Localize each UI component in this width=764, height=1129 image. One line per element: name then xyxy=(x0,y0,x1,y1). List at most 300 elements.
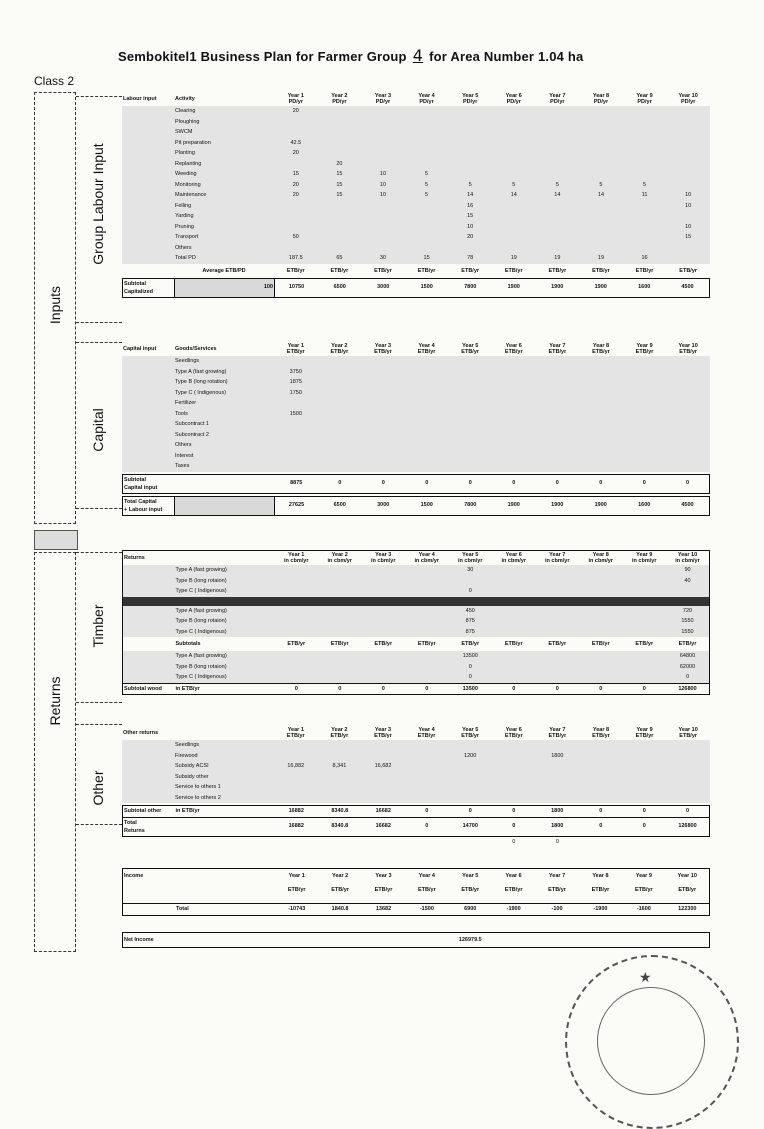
table-cell xyxy=(275,565,319,576)
table-cell xyxy=(361,159,405,170)
table-cell xyxy=(579,616,623,627)
table-cell xyxy=(362,616,406,627)
table-cell xyxy=(623,461,667,472)
table-cell xyxy=(492,148,536,159)
table-cell xyxy=(448,772,492,783)
table-row xyxy=(122,159,710,170)
table-cell xyxy=(623,201,667,212)
table-row xyxy=(122,440,710,451)
table-cell xyxy=(623,388,667,399)
table-cell xyxy=(405,388,449,399)
table-cell xyxy=(623,440,667,451)
other-subtotal-table xyxy=(122,805,710,837)
table-cell xyxy=(666,388,710,399)
other-subtotal-row: Subtotal other in ETB/yr 16882 8340.8 16682 0 0 0 1800 0 0 0 xyxy=(124,808,690,814)
table-cell xyxy=(318,740,362,751)
table-cell xyxy=(274,772,318,783)
table-cell: 5 xyxy=(512,181,516,188)
table-cell: 14 xyxy=(510,192,517,198)
table-cell xyxy=(623,419,667,430)
table-cell xyxy=(666,148,710,159)
table-cell xyxy=(623,606,667,617)
table-cell xyxy=(318,451,362,462)
table-cell xyxy=(623,117,667,128)
table-cell xyxy=(579,672,623,683)
row-label: Maintenance xyxy=(175,192,207,198)
table-row xyxy=(123,576,710,587)
table-cell xyxy=(405,740,449,751)
table-cell xyxy=(361,451,405,462)
table-cell xyxy=(623,159,667,170)
table-cell xyxy=(536,782,580,793)
row-label: Subsidy other xyxy=(175,773,209,780)
table-cell xyxy=(579,565,623,576)
table-cell xyxy=(492,159,536,170)
table-cell xyxy=(274,117,318,128)
table-row xyxy=(122,201,710,212)
row-label: Type A (fast growing) xyxy=(175,653,227,659)
table-cell xyxy=(405,662,449,673)
table-cell xyxy=(579,740,623,751)
table-cell: 15 xyxy=(292,171,299,177)
table-row xyxy=(122,793,710,804)
table-cell xyxy=(623,127,667,138)
table-cell: 20 xyxy=(292,150,299,156)
table-cell xyxy=(361,232,405,243)
table-cell xyxy=(492,138,536,149)
table-cell xyxy=(666,253,710,264)
table-cell xyxy=(448,356,492,367)
table-cell: 20 xyxy=(467,234,474,240)
table-cell: 19 xyxy=(597,255,605,261)
labour-rows xyxy=(122,106,710,264)
table-cell xyxy=(448,377,492,388)
table-cell xyxy=(666,740,710,751)
row-label: Others xyxy=(175,442,192,448)
table-cell xyxy=(274,440,318,451)
table-cell xyxy=(492,232,536,243)
table-cell xyxy=(623,232,667,243)
table-cell xyxy=(361,461,405,472)
table-cell xyxy=(536,388,580,399)
table-cell xyxy=(448,138,492,149)
table-cell xyxy=(579,461,623,472)
table-cell xyxy=(536,672,580,683)
table-cell xyxy=(405,461,449,472)
table-cell xyxy=(579,169,623,180)
table-cell xyxy=(362,586,406,597)
table-cell xyxy=(623,211,667,222)
table-cell xyxy=(361,409,405,420)
table-cell xyxy=(492,169,536,180)
table-cell: 450 xyxy=(465,607,475,614)
row-label: Type B (long rotaion) xyxy=(175,618,227,624)
table-cell xyxy=(623,169,667,180)
table-cell xyxy=(318,651,362,662)
timber-side-box xyxy=(78,552,120,702)
table-cell xyxy=(492,430,536,441)
row-label: Type A (fast growing) xyxy=(175,368,227,375)
table-cell xyxy=(318,127,362,138)
table-cell xyxy=(623,793,667,804)
table-cell xyxy=(492,356,536,367)
table-cell xyxy=(274,451,318,462)
table-cell xyxy=(318,616,362,627)
table-cell xyxy=(405,772,449,783)
table-row xyxy=(122,388,710,399)
table-cell xyxy=(666,782,710,793)
table-cell xyxy=(666,461,710,472)
timber-section xyxy=(122,550,710,695)
table-cell xyxy=(492,651,536,662)
table-cell xyxy=(448,740,492,751)
timber-subtotals-header: Subtotals ETB/yr ETB/yr ETB/yr ETB/yr ETB/yr ETB/yr ETB/yr ETB/yr ETB/yr ETB/yr xyxy=(175,641,697,647)
table-cell xyxy=(318,148,362,159)
table-cell xyxy=(448,106,492,117)
page-title xyxy=(118,46,584,65)
table-cell xyxy=(318,430,362,441)
table-cell xyxy=(536,127,580,138)
table-cell xyxy=(405,367,449,378)
table-cell xyxy=(318,388,362,399)
capital-side-box xyxy=(78,342,120,528)
table-cell xyxy=(362,576,406,587)
table-cell xyxy=(536,398,580,409)
table-cell xyxy=(666,772,710,783)
table-cell: 10 xyxy=(379,181,387,188)
table-cell xyxy=(275,672,319,683)
table-cell xyxy=(579,419,623,430)
stamp-inner-ring xyxy=(597,987,705,1095)
group-labour-side-box xyxy=(78,96,120,322)
table-cell xyxy=(536,377,580,388)
table-cell xyxy=(666,367,710,378)
table-cell xyxy=(536,201,580,212)
table-cell xyxy=(448,461,492,472)
table-cell xyxy=(318,232,362,243)
table-cell xyxy=(536,627,580,638)
table-cell xyxy=(579,761,623,772)
returns-side-box xyxy=(34,552,76,952)
table-cell xyxy=(666,169,710,180)
table-cell xyxy=(361,148,405,159)
avg-etb-label: Average ETB/PD xyxy=(202,267,246,274)
table-row xyxy=(122,243,710,254)
table-cell: 50 xyxy=(292,234,299,240)
table-cell xyxy=(666,377,710,388)
table-cell: 42.5 xyxy=(290,139,302,146)
table-cell xyxy=(579,751,623,762)
table-cell xyxy=(274,127,318,138)
table-cell xyxy=(492,627,536,638)
table-cell xyxy=(579,662,623,673)
table-cell xyxy=(492,201,536,212)
table-cell: 15 xyxy=(685,234,692,240)
table-cell xyxy=(666,106,710,117)
table-cell xyxy=(318,201,362,212)
table-cell: 13500 xyxy=(462,653,478,659)
table-cell xyxy=(405,127,449,138)
table-row xyxy=(123,586,710,597)
table-row xyxy=(122,232,710,243)
class-label: Class 2 xyxy=(34,74,75,88)
table-cell xyxy=(274,461,318,472)
table-cell xyxy=(405,576,449,587)
table-cell xyxy=(536,138,580,149)
table-cell xyxy=(579,627,623,638)
row-label: Service to others 1 xyxy=(175,784,221,790)
table-cell xyxy=(361,751,405,762)
table-cell xyxy=(666,243,710,254)
table-cell: 78 xyxy=(467,255,474,261)
avg-etb-value: 100 xyxy=(175,278,275,297)
table-cell: 5 xyxy=(555,181,559,188)
table-cell: 10 xyxy=(685,192,692,198)
table-row xyxy=(122,772,710,783)
table-cell xyxy=(536,211,580,222)
table-row xyxy=(122,180,710,191)
table-cell xyxy=(666,793,710,804)
table-cell xyxy=(536,356,580,367)
table-cell: 0 xyxy=(685,674,690,680)
table-row xyxy=(122,222,710,233)
table-cell: 19 xyxy=(554,255,561,261)
table-cell xyxy=(492,606,536,617)
table-cell xyxy=(666,409,710,420)
table-cell xyxy=(492,222,536,233)
row-label: Interest xyxy=(175,452,194,459)
table-cell xyxy=(623,409,667,420)
table-cell xyxy=(448,451,492,462)
table-row xyxy=(123,606,710,617)
table-cell xyxy=(361,419,405,430)
table-cell xyxy=(492,377,536,388)
inputs-side-label: Inputs xyxy=(47,285,63,325)
table-cell: 20 xyxy=(292,192,299,198)
table-cell xyxy=(361,106,405,117)
table-cell xyxy=(275,627,319,638)
table-cell xyxy=(492,117,536,128)
table-cell xyxy=(405,672,449,683)
table-cell xyxy=(623,243,667,254)
table-cell xyxy=(492,419,536,430)
capital-subtotal-row: Subtotal Capital input 8875 0 0 0 0 0 0 0 0 0 xyxy=(124,476,690,491)
table-cell xyxy=(274,782,318,793)
table-cell: 15 xyxy=(336,192,343,198)
table-cell: 11 xyxy=(641,192,648,198)
table-cell: 10 xyxy=(467,223,474,230)
table-cell: 1200 xyxy=(464,752,477,759)
labour-subtotal-row: Subtotal Capitalized 100 10750 6500 3000 1500 7800 1900 1900 1900 1600 4500 xyxy=(123,278,710,297)
table-cell: 90 xyxy=(684,567,691,573)
table-cell xyxy=(318,138,362,149)
table-cell xyxy=(361,740,405,751)
divider xyxy=(76,322,122,323)
table-cell xyxy=(274,793,318,804)
table-cell xyxy=(361,201,405,212)
table-cell xyxy=(362,662,406,673)
labour-col1: Labour input xyxy=(123,96,157,102)
table-cell xyxy=(536,761,580,772)
table-cell xyxy=(405,232,449,243)
table-row xyxy=(122,377,710,388)
table-cell xyxy=(536,740,580,751)
table-cell xyxy=(318,772,362,783)
table-row xyxy=(122,451,710,462)
row-label: Total PD xyxy=(175,255,196,261)
table-cell xyxy=(579,576,623,587)
table-cell: 875 xyxy=(465,618,475,624)
table-row xyxy=(122,211,710,222)
table-cell: 720 xyxy=(682,607,693,614)
table-row xyxy=(122,190,710,201)
table-cell xyxy=(318,367,362,378)
table-row xyxy=(122,148,710,159)
table-cell xyxy=(492,782,536,793)
table-row xyxy=(122,740,710,751)
table-cell xyxy=(361,127,405,138)
table-cell xyxy=(579,606,623,617)
table-cell xyxy=(405,451,449,462)
divider xyxy=(76,702,122,703)
table-cell xyxy=(405,148,449,159)
year-header: Year 8 PD/yr xyxy=(592,93,610,105)
table-cell xyxy=(405,201,449,212)
table-cell xyxy=(492,451,536,462)
divider xyxy=(76,342,122,343)
table-cell xyxy=(361,440,405,451)
labour-section xyxy=(122,92,710,298)
table-row xyxy=(123,651,710,662)
table-cell xyxy=(536,586,580,597)
table-cell: 1875 xyxy=(289,379,302,385)
table-cell: 64800 xyxy=(679,653,696,659)
table-cell xyxy=(536,451,580,462)
table-cell: 30 xyxy=(467,567,474,573)
table-cell: 16 xyxy=(467,202,474,209)
timber-volume-rows xyxy=(123,565,710,597)
table-cell xyxy=(362,627,406,638)
table-cell xyxy=(318,117,362,128)
table-cell xyxy=(318,419,362,430)
table-cell xyxy=(492,793,536,804)
table-cell: 20 xyxy=(292,181,299,188)
table-cell: 187.5 xyxy=(288,255,303,261)
row-label: Ploughing xyxy=(175,118,200,125)
table-cell: 5 xyxy=(468,181,472,188)
table-cell xyxy=(579,211,623,222)
table-cell xyxy=(361,117,405,128)
income-total-row: Total -10743 1840.8 13682 -1500 6900 -1900 -100 -1900 -1600 122300 xyxy=(123,904,709,915)
table-cell: 15 xyxy=(336,181,343,188)
other-header-row: Other returns Year 1 ETB/yr Year 2 ETB/yr Year 3 ETB/yr Year 4 ETB/yr Year 5 ETB/yr Year 6 ETB/yr Year 7 ETB/yr Year 8 ETB/yr Year 9 ETB/yr Year 10 ETB/yr xyxy=(123,727,698,739)
table-cell xyxy=(361,388,405,399)
table-cell: 15 xyxy=(467,213,474,219)
table-cell xyxy=(536,793,580,804)
table-cell xyxy=(318,409,362,420)
other-rows xyxy=(122,740,710,803)
table-cell xyxy=(492,662,536,673)
table-cell xyxy=(448,388,492,399)
table-cell xyxy=(448,398,492,409)
table-cell xyxy=(405,159,449,170)
table-cell xyxy=(623,377,667,388)
table-cell xyxy=(492,616,536,627)
year-header: Year 7 PD/yr xyxy=(549,93,566,105)
capital-subtotal-table xyxy=(122,474,710,494)
table-cell: 30 xyxy=(379,255,387,261)
row-label: Type A (fast growing) xyxy=(175,567,227,573)
table-cell xyxy=(492,576,536,587)
table-cell xyxy=(623,751,667,762)
table-cell xyxy=(666,117,710,128)
year-header: Year 6 PD/yr xyxy=(505,93,522,105)
table-cell xyxy=(405,651,449,662)
table-cell xyxy=(318,106,362,117)
table-cell xyxy=(318,565,362,576)
table-cell xyxy=(405,627,449,638)
table-cell: 0 xyxy=(468,674,472,680)
row-label: Type B (long rotation) xyxy=(175,379,228,385)
table-cell xyxy=(274,222,318,233)
table-cell: 16 xyxy=(641,255,648,261)
table-row xyxy=(122,751,710,762)
table-cell: 3750 xyxy=(289,368,302,375)
table-cell xyxy=(579,106,623,117)
table-cell xyxy=(274,201,318,212)
table-row xyxy=(123,616,710,627)
table-cell xyxy=(448,440,492,451)
row-label: Seedlings xyxy=(175,742,200,748)
table-cell xyxy=(318,662,362,673)
divider xyxy=(76,724,122,725)
table-row xyxy=(123,565,710,576)
table-cell: 5 xyxy=(425,192,429,198)
table-cell xyxy=(666,138,710,149)
table-cell xyxy=(492,772,536,783)
table-cell xyxy=(405,606,449,617)
table-cell: 0 xyxy=(468,663,472,670)
table-cell xyxy=(318,627,362,638)
table-cell xyxy=(361,211,405,222)
table-cell xyxy=(361,430,405,441)
table-cell: 1750 xyxy=(289,389,302,396)
table-cell xyxy=(405,106,449,117)
table-cell: 875 xyxy=(465,628,475,635)
table-cell xyxy=(666,440,710,451)
table-cell xyxy=(405,243,449,254)
table-cell xyxy=(405,565,449,576)
table-cell xyxy=(362,651,406,662)
table-row xyxy=(122,106,710,117)
table-cell xyxy=(274,751,318,762)
other-side-box xyxy=(78,724,120,844)
other-label: Other xyxy=(90,770,106,806)
table-cell xyxy=(536,565,580,576)
table-cell xyxy=(318,606,362,617)
table-cell xyxy=(318,672,362,683)
divider xyxy=(76,508,122,509)
table-cell xyxy=(492,243,536,254)
table-cell xyxy=(666,430,710,441)
table-cell xyxy=(623,398,667,409)
table-cell xyxy=(536,367,580,378)
table-cell xyxy=(623,782,667,793)
table-cell xyxy=(405,430,449,441)
table-cell xyxy=(623,586,667,597)
table-cell xyxy=(536,430,580,441)
table-cell: 10 xyxy=(379,192,387,198)
